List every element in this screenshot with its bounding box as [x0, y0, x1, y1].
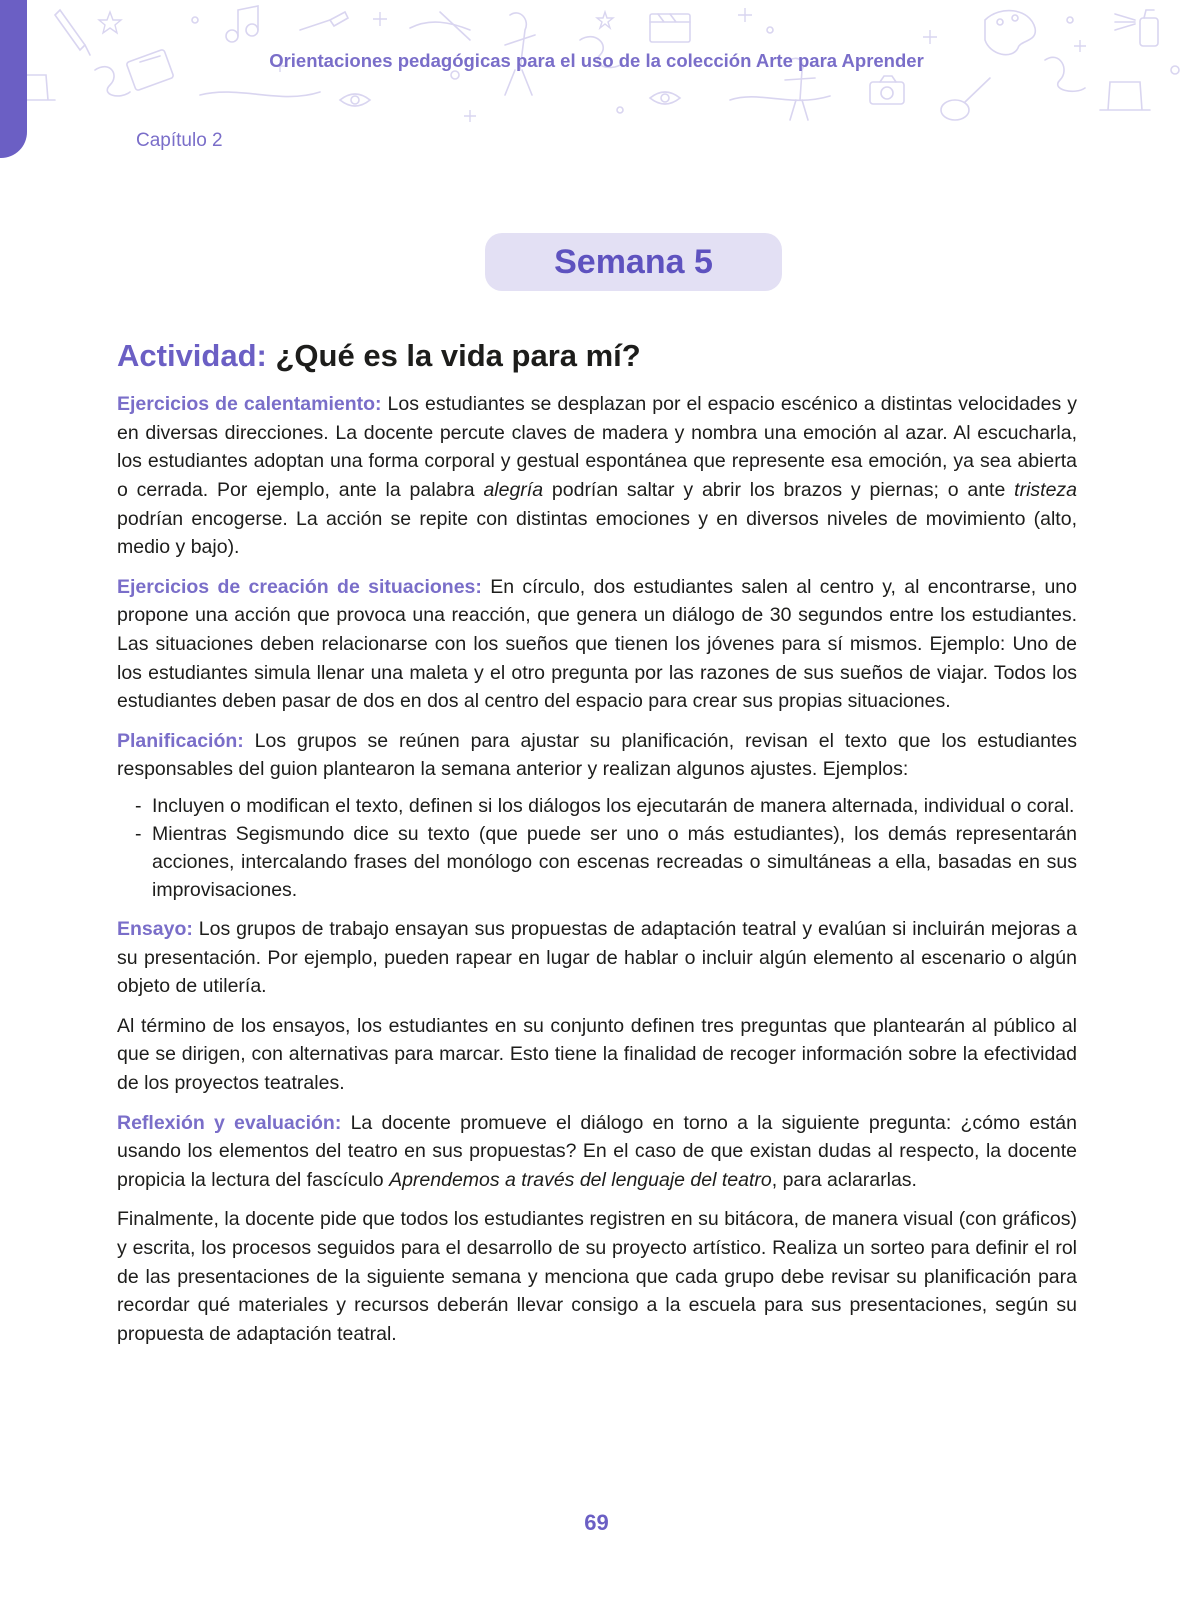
- section-label: Planificación:: [117, 729, 244, 752]
- week-badge: Semana 5: [485, 233, 782, 291]
- paintbrush-icon: [300, 12, 470, 40]
- emphasis-text: alegría: [483, 479, 544, 502]
- paragraph-creacion: [117, 573, 1077, 716]
- list-item: - Mientras Segismundo dice su texto (que puede ser uno o más estudiantes), los demás representarán acciones, intercalando frases del monólogo con escenas recreadas o simultáneas a ella, basadas en sus improvisaciones.: [135, 823, 1077, 902]
- music-note-icon: [226, 6, 258, 42]
- running-header-title: Orientaciones pedagógicas para el uso de la colección Arte para Aprender: [269, 50, 924, 71]
- planificacion-list: [117, 792, 1077, 904]
- clapperboard-icon: [650, 14, 690, 42]
- paragraph-ensayo: [117, 915, 1077, 1001]
- paragraph-text: Al término de los ensayos, los estudiantes en su conjunto definen tres preguntas que plantearán al público al que se dirigen, con alternativas para marcar. Esto tiene la finalidad de recoger información sobre la efectividad de los proyectos teatrales.: [117, 1014, 1077, 1094]
- pen-icon: [55, 10, 90, 55]
- list-item: - Incluyen o modifican el texto, definen si los diálogos los ejecutarán de manera alternada, individual o coral.: [135, 795, 1075, 818]
- camera-icon: [870, 76, 904, 104]
- paragraph-final: [117, 1205, 1077, 1348]
- paragraph-text: Finalmente, la docente pide que todos los estudiantes registren en su bitácora, de manera visual (con gráficos) y escrita, los procesos seguidos para el desarrollo de su proyecto artístico. Realiza un sorteo para definir el rol de las presentaciones de la siguiente semana y menciona que cada grupo debe revisar su planificación para recordar qué materiales y recursos deberán llevar consigo a la escuela para sus presentaciones, según su propuesta de adaptación teatral.: [117, 1208, 1077, 1345]
- section-label: Ensayo:: [117, 918, 193, 941]
- paragraph-text: Los estudiantes se desplazan por el espacio escénico a distintas velocidades y en diversas direcciones. La docente percute claves de madera y nombra una emoción al azar. Al escucharla, los estudiantes adoptan una forma corporal y gestual espontánea que represente esa emoción, ya sea abierta o cerrada. Por ejemplo, ante la palabra: [117, 393, 1077, 502]
- section-label: Ejercicios de creación de situaciones:: [117, 575, 482, 598]
- paragraph-text: podrían saltar y abrir los brazos y piernas; o ante: [551, 479, 1006, 502]
- activity-heading: [117, 336, 1077, 376]
- chapter-side-tab: [0, 0, 27, 158]
- spray-bottle-icon: [1115, 10, 1158, 46]
- guitar-icon: [941, 78, 990, 120]
- activity-lead: Actividad:: [117, 338, 267, 373]
- list-item-text: Incluyen o modifican el texto, definen si los diálogos los ejecutarán de manera alternada, individual o coral.: [152, 795, 1075, 818]
- paragraph-text: En círculo, dos estudiantes salen al centro y, al encontrarse, uno propone una acción que provoca una reacción, que genera un diálogo de 30 segundos entre los estudiantes. Las situaciones deben relacionarse con los sueños que tienen los jóvenes para sí mismos. Ejemplo: Uno de los estudiantes simula llenar una maleta y el otro pregunta por las razones de sus sueños de viajar. Todos los estudiantes deben pasar de dos en dos al centro del espacio para crear sus propias situaciones.: [117, 575, 1077, 713]
- chapter-label: Capítulo 2: [136, 130, 223, 151]
- paragraph-text: Los grupos de trabajo ensayan sus propuestas de adaptación teatral y evalúan si incluirán mejoras a su presentación. Por ejemplo, pueden rapear en lugar de hablar o incluir algún elemento al escenario o algún objeto de utilería.: [117, 918, 1077, 998]
- paragraph-planificacion: [117, 727, 1077, 784]
- fascicle-title: Aprendemos a través del lenguaje del teatro: [389, 1168, 772, 1191]
- paragraph-text: La docente promueve el diálogo en torno a la siguiente pregunta: ¿cómo están usando los elementos del teatro en sus propuestas? En el caso de que existan dudas al respecto, la docente propicia la lectura del fascículo: [117, 1111, 1077, 1191]
- paragraph-termino: [117, 1012, 1077, 1098]
- eye-icon: [340, 92, 680, 106]
- section-label: Reflexión y evaluación:: [117, 1111, 342, 1134]
- main-content: [117, 336, 1077, 1359]
- paragraph-text: Los grupos se reúnen para ajustar su planificación, revisan el texto que los estudiantes responsables del guion plantearon la semana anterior y realizan algunos ajustes. Ejemplos:: [117, 729, 1077, 781]
- page-number: 69: [584, 1510, 609, 1535]
- activity-title: ¿Qué es la vida para mí?: [275, 338, 641, 373]
- paragraph-reflexion: [117, 1109, 1077, 1195]
- top-hat-icon: [15, 75, 1150, 110]
- palette-icon: [985, 11, 1035, 55]
- list-item-text: Mientras Segismundo dice su texto (que puede ser uno o más estudiantes), los demás representarán acciones, intercalando frases del monólogo con escenas recreadas o simultáneas a ella, basadas en sus improvisaciones.: [152, 823, 1077, 902]
- paragraph-calentamiento: [117, 390, 1077, 562]
- paragraph-text: , para aclararlas.: [771, 1168, 917, 1191]
- paragraph-text: podrían encogerse. La acción se repite con distintas emociones y en diversos niveles de movimiento (alto, medio y bajo).: [117, 507, 1077, 559]
- section-label: Ejercicios de calentamiento:: [117, 393, 382, 416]
- emphasis-text: tristeza: [1014, 479, 1078, 502]
